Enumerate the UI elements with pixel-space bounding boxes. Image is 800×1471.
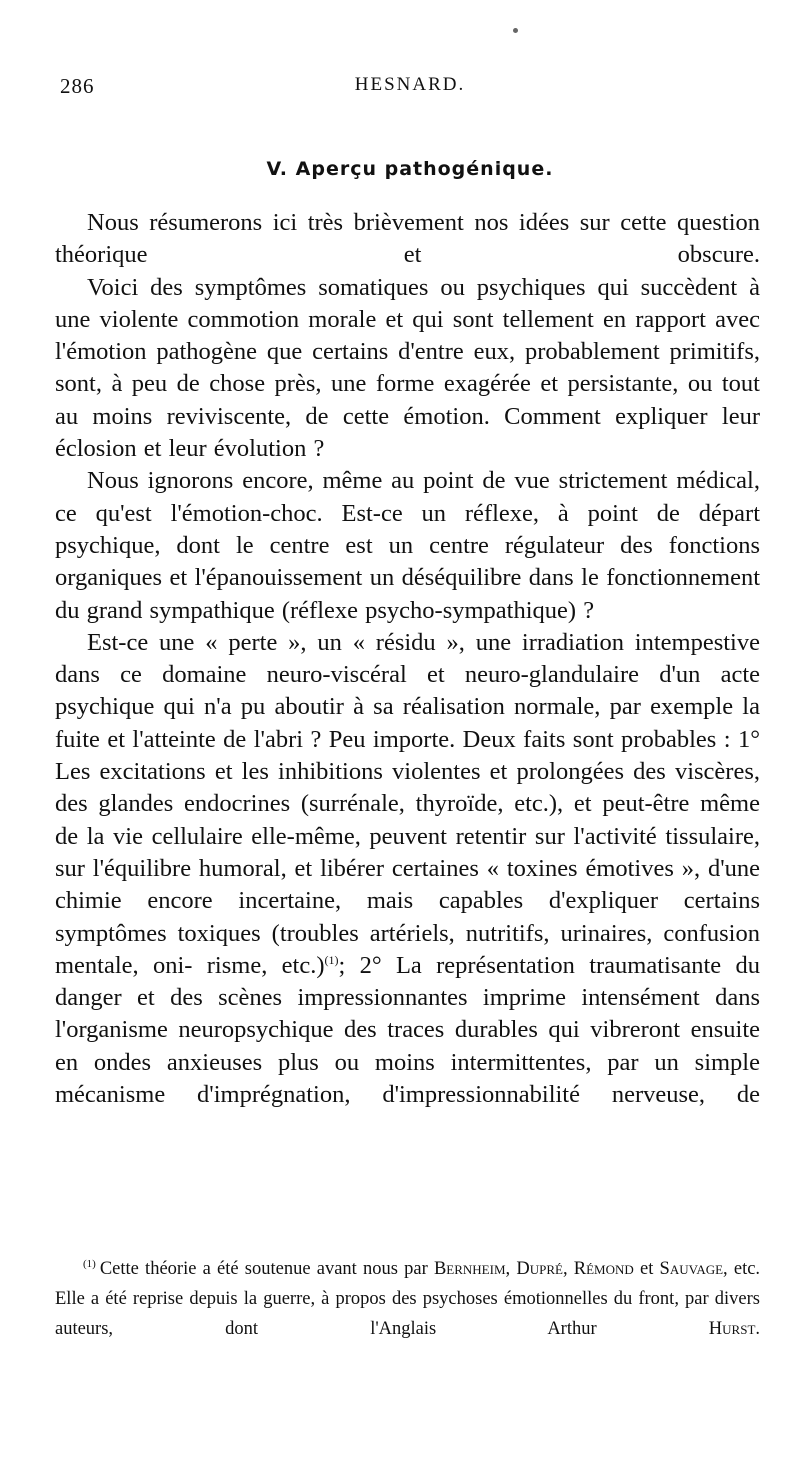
paragraph-4-tail: ; 2° La représentation traumatisante du danger et des scènes impressionnantes imprime intensément dans l'organisme neuropsychique des traces durables qui vibreront ensuite en ondes anxieuses plus ou moins intermittentes, par un simple mécanisme d'imprégnation, d'impressionnabilité nerveuse, de bbox=[55, 951, 760, 1109]
footnote-author-1: Bernheim bbox=[433, 1259, 506, 1279]
footnote-author-2: Dupré bbox=[516, 1259, 563, 1279]
paragraph-1: Nous résumerons ici très brièvement nos idées sur cette question théorique et obscure. bbox=[55, 209, 760, 269]
footnote-text-2: et bbox=[639, 1259, 654, 1279]
footnote-end: . bbox=[755, 1319, 761, 1339]
footnote-text-3: , etc. Elle a été reprise depuis la guerre, à propos des psychoses émotionnelles du front, par divers auteurs, dont l'Anglais Arthur bbox=[55, 1259, 761, 1339]
footnote-author-5: Hurst bbox=[708, 1319, 756, 1339]
footnote-reference[interactable]: (1) bbox=[324, 952, 339, 967]
paragraph-4-continued: risme, etc.) bbox=[206, 951, 325, 979]
paragraph-4-text: Est-ce une « perte », un « résidu », une irradiation intempestive dans ce domaine neuro-viscéral et neuro-glandulaire d'un acte psychique qui n'a pu aboutir à sa réalisation normale, par exemple la fuite et l'atteinte de l'abri ? Peu importe. Deux faits sont probables : 1° Les excitations et les inhibitions violentes et prolongées des viscères, des glandes endocrines (surrénale, thyroïde, etc.), et peut-être même de la vie cellulaire elle-même, peuvent retentir sur l'activité tissulaire, sur l'équilibre humoral, et libérer certaines « toxines émotives », d'une chimie encore incertaine, mais capables d'expliquer certains symptômes toxiques (troubles artériels, nutritifs, urinaires, confusion mentale, oni- bbox=[55, 628, 760, 979]
section-title: V. Aperçu pathogénique. bbox=[266, 158, 554, 180]
footnote-marker: (1) bbox=[83, 1257, 96, 1270]
footnote-author-4: Sauvage bbox=[659, 1259, 724, 1279]
footnote-sep-2: , bbox=[562, 1259, 568, 1279]
page-number: 286 bbox=[60, 74, 95, 98]
paragraph-2: Voici des symptômes somatiques ou psychiques qui succèdent à une violente commotion morale et qui sont tellement en rapport avec l'émotion pathogène que certains d'entre eux, probablement primitifs, sont, à peu de chose près, une forme exagérée et persistante, ou tout au moins reviviscente, de cette émotion. Comment expliquer leur éclosion et leur évolution ? bbox=[55, 273, 760, 463]
footnote-text-1: Cette théorie a été soutenue avant nous par bbox=[99, 1259, 428, 1279]
footnote-sep-1: , bbox=[505, 1259, 511, 1279]
ink-speck bbox=[513, 28, 518, 33]
body-text bbox=[55, 207, 760, 1111]
paragraph-4 bbox=[55, 627, 760, 1111]
running-head bbox=[60, 74, 760, 102]
footnote-author-3: Rémond bbox=[573, 1259, 634, 1279]
running-title: HESNARD. bbox=[354, 74, 466, 95]
paragraph-3: Nous ignorons encore, même au point de vue strictement médical, ce qu'est l'émotion-choc. Est-ce un réflexe, à point de départ psychique, dont le centre est un centre régulateur des fonctions organiques et l'épanouissement un déséquilibre dans le fonctionnement du grand sympathique (réflexe psycho-sympathique) ? bbox=[55, 467, 760, 624]
footnote bbox=[55, 1254, 760, 1344]
